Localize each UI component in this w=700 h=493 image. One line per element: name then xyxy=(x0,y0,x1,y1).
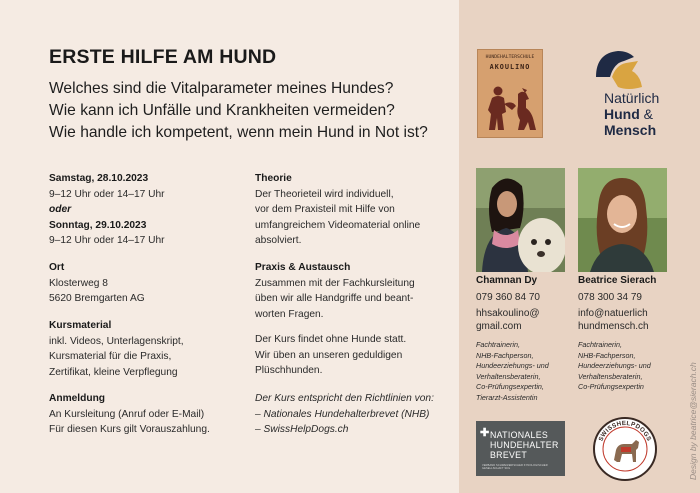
date-or: oder xyxy=(49,204,72,215)
role-line: NHB-Fachperson, xyxy=(476,350,534,360)
role-line: Hundeerziehungs- und xyxy=(578,361,651,371)
practice-line: Zusammen mit der Fachkursleitung xyxy=(255,277,415,289)
nhb-line1: NATIONALES xyxy=(490,430,549,440)
nhb-logo xyxy=(476,421,565,476)
instructor-2-email: info@natuerlich xyxy=(578,308,648,319)
material-line: inkl. Videos, Unterlagenskript, xyxy=(49,335,184,347)
date-1: Samstag, 28.10.2023 xyxy=(49,173,149,184)
akoulino-name: AKOULINO xyxy=(489,63,531,71)
instructor-1-contact xyxy=(476,291,540,333)
instructor-1-email-domain: gmail.com xyxy=(476,321,522,332)
practice-line: Der Kurs findet ohne Hunde statt. xyxy=(255,334,407,345)
practice-heading: Praxis & Austausch xyxy=(255,262,351,273)
nhm-line3: Mensch xyxy=(604,122,657,138)
swisshelpdogs-logo xyxy=(592,416,658,482)
registration-block xyxy=(49,391,210,438)
practice-block xyxy=(255,260,415,379)
design-credit: Design by beatrice@sierach.ch xyxy=(688,362,698,480)
role-line: Verhaltensberaterin, xyxy=(476,371,541,381)
material-heading: Kursmaterial xyxy=(49,320,112,331)
date-2: Sonntag, 29.10.2023 xyxy=(49,219,147,231)
guidelines-block xyxy=(255,391,434,438)
photo-chamnan-dy xyxy=(476,168,565,272)
dates-block xyxy=(49,171,165,249)
question-1: Welches sind die Vitalparameter meines Hundes? xyxy=(49,80,394,97)
time-2: 9–12 Uhr oder 14–17 Uhr xyxy=(49,235,165,246)
role-line: NHB-Fachperson, xyxy=(578,350,636,360)
practice-line: worten Fragen. xyxy=(255,308,324,320)
nhb-line3: BREVET xyxy=(490,450,527,460)
registration-line: Für diesen Kurs gilt Vorauszahlung. xyxy=(49,424,210,435)
practice-line: Plüschhunden. xyxy=(255,365,323,376)
nhm-line2: Hund xyxy=(604,106,640,122)
photo-beatrice-sierach xyxy=(578,168,667,272)
nhm-line1: Natürlich xyxy=(604,90,660,106)
role-line: Tierarzt-Assistentin xyxy=(476,392,538,402)
page-title: ERSTE HILFE AM HUND xyxy=(49,46,277,68)
location-heading: Ort xyxy=(49,262,65,273)
instructor-1-email: hhsakoulino@ xyxy=(476,308,540,319)
theory-line: umfangreichem Videomaterial online xyxy=(255,219,421,231)
question-2: Wie kann ich Unfälle und Krankheiten vermeiden? xyxy=(49,102,395,119)
instructor-1-phone: 079 360 84 70 xyxy=(476,292,540,303)
theory-line: Der Theorieteil wird individuell, xyxy=(255,188,394,200)
role-line: Co-Prüfungsexpertin xyxy=(578,382,644,392)
location-street: Klosterweg 8 xyxy=(49,277,108,289)
material-line: Zertifikat, kleine Verpflegung xyxy=(49,366,178,378)
instructor-1-name: Chamnan Dy xyxy=(476,275,538,286)
instructor-2-name: Beatrice Sierach xyxy=(578,275,657,286)
theory-line: absolviert. xyxy=(255,235,302,246)
akoulino-top-text: HUNDEHALTERSCHULE xyxy=(485,55,535,60)
location-city: 5620 Bremgarten AG xyxy=(49,293,145,304)
registration-line: An Kursleitung (Anruf oder E-Mail) xyxy=(49,408,205,420)
instructor-2-phone: 078 300 34 79 xyxy=(578,292,642,303)
nhb-text xyxy=(490,430,559,460)
theory-block xyxy=(255,171,420,249)
material-block xyxy=(49,318,184,380)
theory-line: vor dem Praxisteil mit Hilfe von xyxy=(255,204,395,215)
guidelines-line: – SwissHelpDogs.ch xyxy=(255,424,349,435)
role-line: Co-Prüfungsexpertin, xyxy=(476,382,544,392)
practice-line: Wir üben an unseren geduldigen xyxy=(255,349,403,361)
guidelines-line: Der Kurs entspricht den Richtlinien von: xyxy=(255,393,434,404)
location-block xyxy=(49,260,145,307)
theory-heading: Theorie xyxy=(255,173,292,184)
swiss-cross-icon: ✚ xyxy=(480,427,490,439)
role-line: Fachtrainerin, xyxy=(578,340,622,349)
role-line: Fachtrainerin, xyxy=(476,340,520,349)
guidelines-line: – Nationales Hundehalterbrevet (NHB) xyxy=(255,408,430,420)
role-line: Verhaltensberaterin, xyxy=(578,371,643,381)
nhb-small-text: VERBAND SCHWEIZERISCHER KYNOLOGISCHER GESELLSCHAFT SKG xyxy=(482,464,548,470)
registration-heading: Anmeldung xyxy=(49,393,106,404)
instructor-2-roles xyxy=(578,340,651,393)
person-and-dog-icon xyxy=(478,50,544,139)
practice-line: üben wir alle Handgriffe und beant- xyxy=(255,293,414,304)
time-1: 9–12 Uhr oder 14–17 Uhr xyxy=(49,188,165,200)
question-3: Wie handle ich kompetent, wenn mein Hund in Not ist? xyxy=(49,124,428,141)
portrait-woman-icon xyxy=(578,168,667,272)
nhb-line2: HUNDEHALTER xyxy=(490,440,559,450)
nhm-ampersand: & xyxy=(643,106,653,122)
instructor-1-roles xyxy=(476,340,549,404)
shd-text: SWISSHELPDOGS xyxy=(597,419,653,443)
portrait-woman-with-dog-icon xyxy=(476,168,565,272)
instructor-2-email-domain: hundmensch.ch xyxy=(578,321,649,332)
instructor-2-contact xyxy=(578,291,649,333)
natuerlich-hund-mensch-emblem xyxy=(594,47,644,93)
akoulino-logo xyxy=(477,49,543,138)
role-line: Hundeerziehungs- und xyxy=(476,361,549,371)
natuerlich-hund-mensch-logo xyxy=(604,90,659,138)
material-line: Kursmaterial für die Praxis, xyxy=(49,351,172,362)
